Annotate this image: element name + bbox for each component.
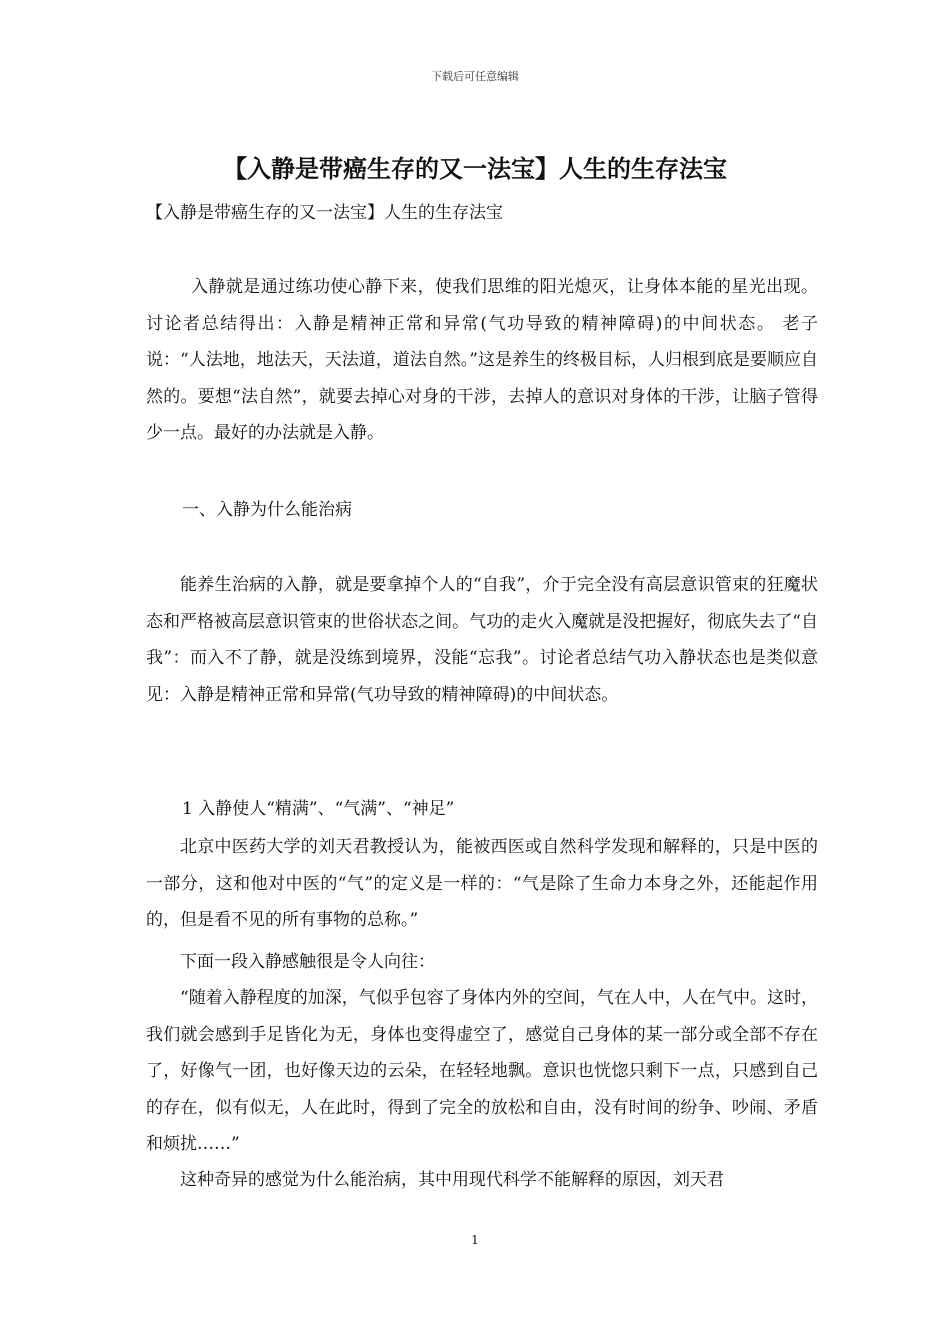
paragraph-liu-tianjun: 北京中医药大学的刘天君教授认为，能被西医或自然科学发现和解释的，只是中医的一部分，这和他对中医的“气”的定义是一样的：“气是除了生命力本身之外，还能起作用的，但是看不见的所有事物的总称。” [146, 837, 818, 930]
paragraph-lead-in: 下面一段入静感触很是令人向往： [180, 952, 435, 972]
subsection-heading: 1 入静使人“精满”、“气满”、“神足” [182, 799, 455, 819]
paragraph-quote: “随着入静程度的加深，气似乎包容了身体内外的空间，气在人中，人在气中。这时，我们就会感到手足皆化为无，身体也变得虚空了，感觉自己身体的某一部分或全部不存在了，好像气一团，也好像天边的云朵，在轻轻地飘。意识也恍惚只剩下一点，只感到自己的存在，似有似无，人在此时，得到了完全的放松和自由，没有时间的纷争、吵闹、矛盾和烦扰……” [146, 988, 818, 1154]
section-heading: 一、入静为什么能治病 [182, 500, 352, 520]
paragraph-section1: 能养生治病的入静，就是要拿掉个人的“自我”，介于完全没有高层意识管束的狂魔状态和严格被高层意识管束的世俗状态之间。气功的走火入魔就是没把握好，彻底失去了“自我”：而入不了静，就是没练到境界，没能“忘我”。讨论者总结气功入静状态也是类似意见：入静是精神正常和异常(气功导致的精神障碍)的中间状态。 [146, 575, 818, 705]
header-note: 下载后可任意编辑 [431, 70, 519, 83]
page-number: 1 [471, 1233, 479, 1247]
page-title: 【入静是带癌生存的又一法宝】人生的生存法宝 [223, 154, 727, 183]
subtitle: 【入静是带癌生存的又一法宝】人生的生存法宝 [146, 203, 503, 223]
paragraph-continued: 这种奇异的感觉为什么能治病，其中用现代科学不能解释的原因，刘天君 [180, 1170, 724, 1190]
paragraph-intro: 入静就是通过练功使心静下来，使我们思维的阳光熄灭，让身体本能的星光出现。讨论者总结得出：入静是精神正常和异常(气功导致的精神障碍)的中间状态。 老子说：“人法地，地法天，天法道，道法自然。”这是养生的终极目标，人归根到底是要顺应自然的。要想“法自然”，就要去掉心对身的干涉，去掉人的意识对身体的干涉，让脑子管得少一点。最好的办法就是入静。 [146, 277, 818, 443]
